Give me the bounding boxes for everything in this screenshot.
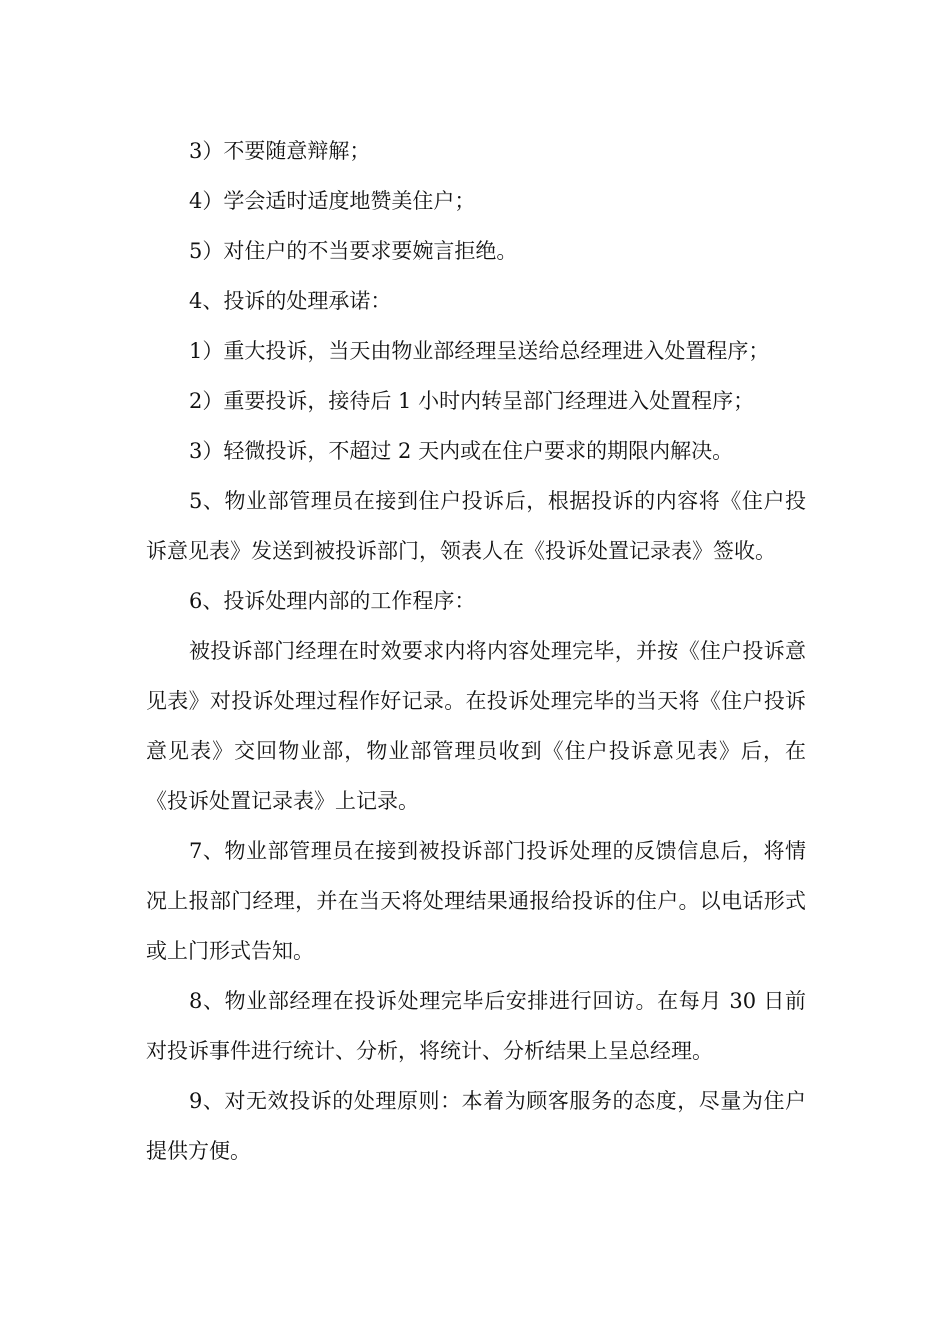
- paragraph-section-6-body: 被投诉部门经理在时效要求内将内容处理完毕，并按《住户投诉意见表》对投诉处理过程作好记录。在投诉处理完毕的当天将《住户投诉意见表》交回物业部，物业部管理员收到《住户投诉意见表》后，在《投诉处置记录表》上记录。: [146, 639, 806, 813]
- paragraph-item-4-praise: 4）学会适时适度地赞美住户；: [189, 189, 476, 213]
- paragraph-section-8: 8、物业部经理在投诉处理完毕后安排进行回访。在每月 30 日前对投诉事件进行统计、分析，将统计、分析结果上呈总经理。: [146, 989, 806, 1063]
- paragraph-section-7: 7、物业部管理员在接到被投诉部门投诉处理的反馈信息后，将情况上报部门经理，并在当天将处理结果通报给投诉的住户。以电话形式或上门形式告知。: [146, 839, 806, 963]
- document-body: [146, 126, 806, 1176]
- paragraph-minor-complaint: 3）轻微投诉，不超过 2 天内或在住户要求的期限内解决。: [189, 439, 734, 463]
- paragraph-item-5-decline: 5）对住户的不当要求要婉言拒绝。: [189, 239, 518, 263]
- paragraph-section-9: 9、对无效投诉的处理原则：本着为顾客服务的态度，尽量为住户提供方便。: [146, 1089, 806, 1163]
- paragraph-section-6-heading: 6、投诉处理内部的工作程序：: [189, 589, 476, 613]
- paragraph-section-4-heading: 4、投诉的处理承诺：: [189, 289, 392, 313]
- paragraph-item-3-no-arguing: 3）不要随意辩解；: [189, 139, 371, 163]
- paragraph-important-complaint: 2）重要投诉，接待后 1 小时内转呈部门经理进入处置程序；: [189, 389, 755, 413]
- paragraph-section-5: 5、物业部管理员在接到住户投诉后，根据投诉的内容将《住户投诉意见表》发送到被投诉部门，领表人在《投诉处置记录表》签收。: [146, 489, 806, 563]
- paragraph-major-complaint: 1）重大投诉，当天由物业部经理呈送给总经理进入处置程序；: [189, 339, 770, 363]
